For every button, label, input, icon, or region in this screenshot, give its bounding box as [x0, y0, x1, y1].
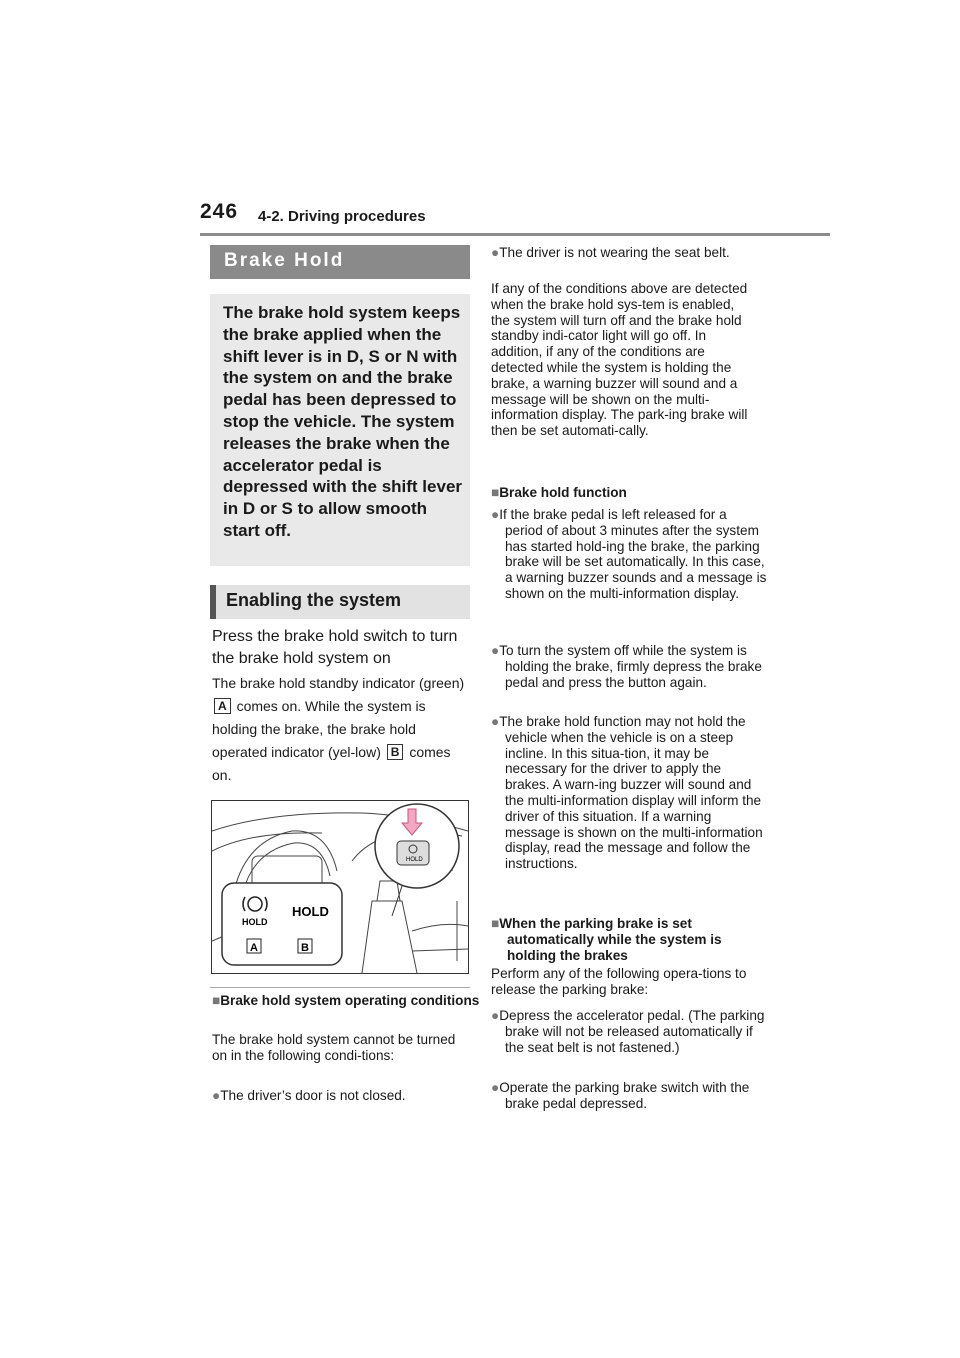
- seat-belt-bullet: ●The driver is not wearing the seat belt.: [491, 245, 730, 260]
- indicator-callout: [222, 883, 342, 965]
- intro-box: [210, 294, 470, 566]
- indicator-text-1: The brake hold standby indicator (green): [212, 675, 465, 691]
- conditions-bullet: ●The driver’s door is not closed.: [212, 1088, 406, 1103]
- conditions-heading: ■Brake hold system operating conditions: [212, 993, 480, 1008]
- brake-hold-title: Brake Hold: [224, 250, 345, 271]
- indicator-paragraph: [212, 672, 470, 787]
- conditions-paragraph: If any of the conditions above are detected when the brake hold sys-tem is enabled, the system will turn off and the brake hold standby indi-cator light will go off. In addition, if any of the conditions are detected while the system is holding the brake, a warning buzzer will sound and a message will be shown on the multi-information display. The park-ing brake will then be set automati-cally.: [491, 281, 748, 439]
- intro-text: The brake hold system keeps the brake applied when the shift lever is in D, S or N with the system on and the brake pedal has been depressed to stop the vehicle. The system releases the brake when the accelerator pedal is depressed with the shift lever in D or S to allow smooth start off.: [223, 303, 463, 540]
- enabling-title: Enabling the system: [226, 590, 402, 610]
- illus-tag-a: A: [250, 942, 258, 954]
- parking-heading: ■When the parking brake is set automatically while the system is holding the brakes: [491, 916, 722, 963]
- divider: [210, 987, 470, 988]
- dashboard-illustration: [211, 800, 469, 974]
- illus-tag-b: B: [301, 942, 309, 954]
- enabling-title-band: [210, 585, 470, 619]
- brake-hold-title-band: [210, 245, 470, 279]
- tag-b: B: [387, 744, 404, 760]
- header-rule: [200, 233, 830, 236]
- indicator-text-3: comes on.: [212, 744, 451, 783]
- page-number: 246: [200, 200, 239, 223]
- conditions-intro: The brake hold system cannot be turned on in the following condi-tions:: [212, 1032, 456, 1063]
- hold-icon-label: HOLD: [242, 917, 268, 927]
- function-bullet-1: ●If the brake pedal is left released for a period of about 3 minutes after the system has started hold-ing the brake, the parking brake will be set automatically. In this case, a warning buzzer sounds and a message is shown on the multi-information display.: [491, 507, 767, 601]
- dashboard-drawing: [212, 801, 468, 973]
- parking-intro: Perform any of the following opera-tions to release the parking brake:: [491, 966, 747, 997]
- parking-bullet-1: ●Depress the accelerator pedal. (The parking brake will not be released automatically if the seat belt is not fastened.): [491, 1008, 765, 1055]
- switch-label: HOLD: [406, 857, 423, 863]
- parking-bullet-2: ●Operate the parking brake switch with the brake pedal depressed.: [491, 1080, 750, 1111]
- section-title: 4-2. Driving procedures: [258, 208, 426, 225]
- function-bullet-3: ●The brake hold function may not hold the vehicle when the vehicle is on a steep incline. In this situa-tion, it may be necessary for the driver to apply the brakes. A warn-ing buzzer will sound and the multi-information display will inform the driver of this situation. If a warning message is shown on the multi-information display, read the message and follow the instructions.: [491, 714, 763, 872]
- function-bullet-2: ●To turn the system off while the system is holding the brake, firmly depress the brake pedal and press the button again.: [491, 643, 762, 690]
- tag-a: A: [214, 698, 231, 714]
- indicator-text-2: comes on. While the system is holding the brake, the brake hold operated indicator (yel-low): [212, 698, 426, 760]
- function-heading: ■Brake hold function: [491, 485, 627, 500]
- hold-operated-indicator: HOLD: [292, 904, 329, 919]
- press-instruction: Press the brake hold switch to turn the brake hold system on: [212, 628, 458, 667]
